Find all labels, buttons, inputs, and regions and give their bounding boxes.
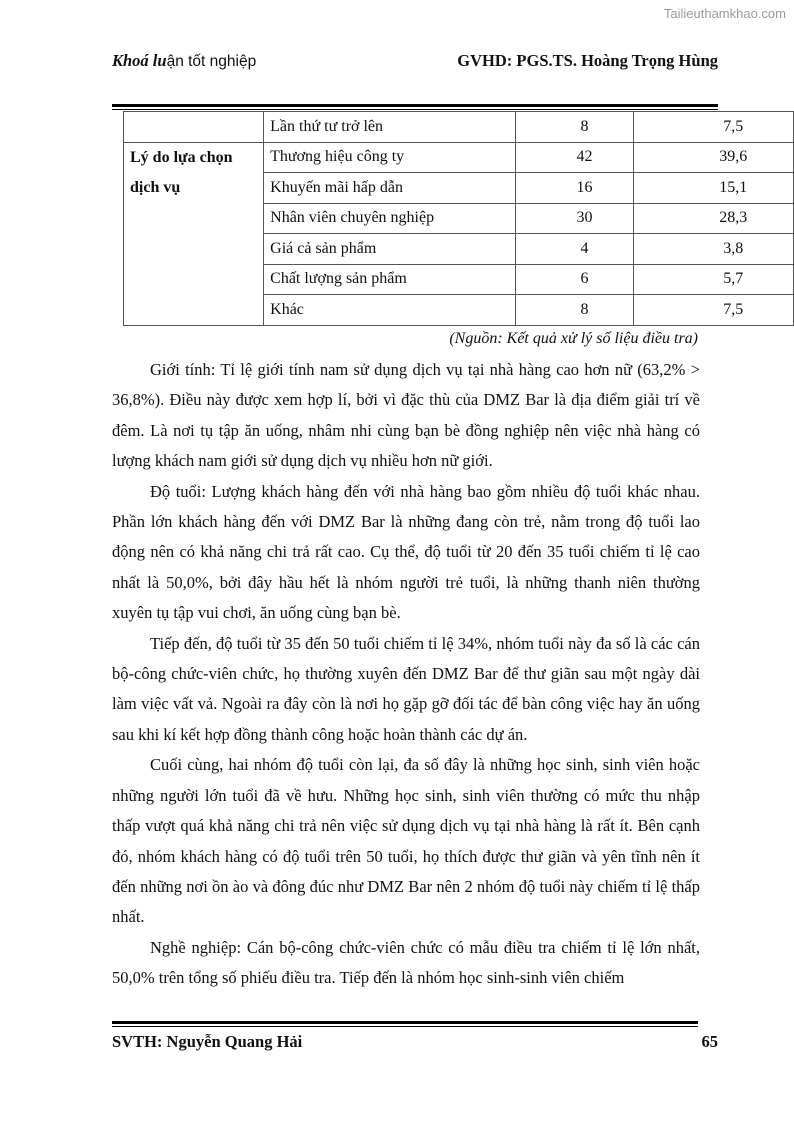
survey-table <box>123 111 794 326</box>
header-advisor: GVHD: PGS.TS. Hoàng Trọng Hùng <box>457 51 718 70</box>
count-cell: 4 <box>516 234 633 265</box>
header-left <box>112 51 256 71</box>
watermark: Tailieuthamkhao.com <box>663 6 786 21</box>
percent-cell: 28,3 <box>633 203 793 234</box>
body-text <box>112 355 700 994</box>
count-cell: 8 <box>516 112 633 143</box>
header-rule-thin <box>112 109 718 110</box>
item-cell: Nhân viên chuyên nghiệp <box>264 203 516 234</box>
count-cell: 16 <box>516 173 633 204</box>
group-cell <box>124 112 264 143</box>
percent-cell: 5,7 <box>633 264 793 295</box>
item-cell: Giá cả sản phẩm <box>264 234 516 265</box>
footer-rule-thick <box>112 1021 698 1024</box>
page-number: 65 <box>701 1032 718 1051</box>
count-cell: 42 <box>516 142 633 173</box>
table-row <box>124 142 794 173</box>
header-title-rest: ận tốt nghiệp <box>166 53 257 70</box>
item-cell: Khác <box>264 295 516 326</box>
item-cell: Chất lượng sản phẩm <box>264 264 516 295</box>
header-title-italic: Khoá lu <box>112 51 167 70</box>
count-cell: 6 <box>516 264 633 295</box>
footer-student: SVTH: Nguyễn Quang Hải <box>112 1032 303 1051</box>
item-cell: Thương hiệu công ty <box>264 142 516 173</box>
source-note: (Nguồn: Kết quả xử lý số liệu điều tra) <box>449 330 698 347</box>
percent-cell: 7,5 <box>633 112 793 143</box>
paragraph-age-others: Cuối cùng, hai nhóm độ tuổi còn lại, đa số đây là những học sinh, sinh viên hoặc những người lớn tuổi đã về hưu. Những học sinh, sinh viên thường có mức thu nhập thấp vượt quá khả năng chi trả nên việc sử dụng dịch vụ tại nhà hàng là rất ít. Bên cạnh đó, nhóm khách hàng có độ tuổi trên 50 tuổi, họ thích được thư giãn và yên tĩnh nên ít đến những nơi ồn ào và đông đúc như DMZ Bar nên 2 nhóm độ tuổi này chiếm tỉ lệ thấp nhất. <box>112 755 700 927</box>
percent-cell: 39,6 <box>633 142 793 173</box>
item-cell: Khuyến mãi hấp dẫn <box>264 173 516 204</box>
table-row <box>124 112 794 143</box>
item-cell: Lần thứ tư trở lên <box>264 112 516 143</box>
count-cell: 8 <box>516 295 633 326</box>
percent-cell: 7,5 <box>633 295 793 326</box>
paragraph-age: Độ tuổi: Lượng khách hàng đến với nhà hàng bao gồm nhiều độ tuổi khác nhau. Phần lớn khách hàng đến với DMZ Bar là những đang còn trẻ, nằm trong độ tuổi lao động nên có khả năng chi trả rất cao. Cụ thể, độ tuổi từ 20 đến 35 tuổi chiếm tỉ lệ cao nhất là 50,0%, bởi đây hầu hết là nhóm người trẻ tuổi, là những thanh niên thường xuyên tụ tập vui chơi, ăn uống cùng bạn bè. <box>112 481 700 623</box>
footer-rule-thin <box>112 1026 698 1027</box>
percent-cell: 3,8 <box>633 234 793 265</box>
percent-cell: 15,1 <box>633 173 793 204</box>
header-rule-thick <box>112 104 718 107</box>
paragraph-occupation: Nghề nghiệp: Cán bộ-công chức-viên chức có mẫu điều tra chiếm tỉ lệ lớn nhất, 50,0% trên tổng số phiếu điều tra. Tiếp đến là nhóm học sinh-sinh viên chiếm <box>112 937 700 988</box>
paragraph-gender: Giới tính: Tỉ lệ giới tính nam sử dụng dịch vụ tại nhà hàng cao hơn nữ (63,2% > 36,8%). Điều này được xem hợp lí, bởi vì đặc thù của DMZ Bar là địa điểm giải trí về đêm. Là nơi tụ tập ăn uống, nhâm nhi cùng bạn bè đồng nghiệp nên việc nhà hàng có lượng khách nam giới sử dụng dịch vụ nhiều hơn nữ giới. <box>112 360 700 471</box>
group-cell-reason <box>124 142 264 325</box>
paragraph-age-35-50: Tiếp đến, độ tuổi từ 35 đến 50 tuổi chiếm tỉ lệ 34%, nhóm tuổi này đa số là các cán bộ-công chức-viên chức, họ thường xuyên đến DMZ Bar để thư giãn sau một ngày dài làm việc vất vả. Ngoài ra đây còn là nơi họ gặp gỡ đối tác để bàn công việc hay ăn uống sau khi kí kết hợp đồng thành công hoặc hoàn thành các dự án. <box>112 633 700 744</box>
count-cell: 30 <box>516 203 633 234</box>
group-label: Lý do lựa chọn dịch vụ <box>130 148 233 196</box>
